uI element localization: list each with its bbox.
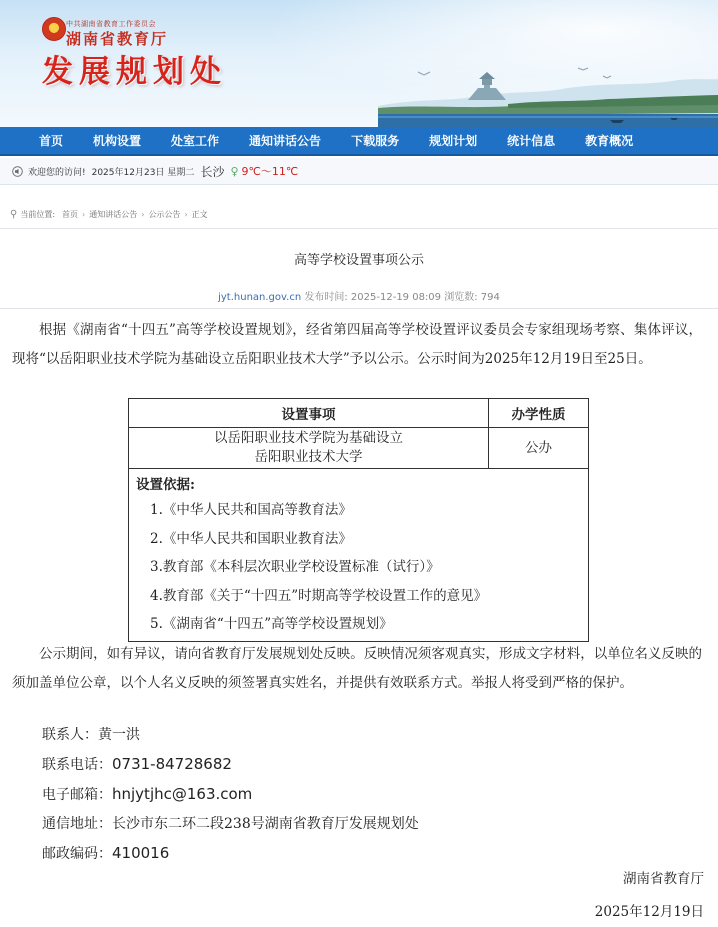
contact-postcode-label: 邮政编码：	[42, 846, 112, 862]
contact-phone	[42, 750, 419, 780]
basis-row	[129, 469, 589, 642]
contact-address-value: 长沙市东二环二段238号湖南省教育厅发展规划处	[112, 816, 419, 832]
contact-person-value: 黄一洪	[98, 727, 140, 743]
divider	[0, 308, 718, 309]
table-row	[129, 428, 589, 469]
breadcrumb-announcements[interactable]: 公示公告	[148, 209, 181, 219]
notice-table	[128, 398, 589, 642]
info-bar	[0, 158, 718, 185]
contact-email-value[interactable]: hnjytjhc@163.com	[112, 785, 253, 803]
basis-item: 3.教育部《本科层次职业学校设置标准（试行）》	[150, 559, 440, 575]
contact-person-label: 联系人：	[42, 727, 98, 743]
nav-plans[interactable]: 规划计划	[429, 134, 478, 148]
contact-address-label: 通信地址：	[42, 816, 112, 832]
site-title: 发展规划处	[42, 54, 227, 90]
contact-phone-label: 联系电话：	[42, 757, 112, 773]
welcome-text: 欢迎您的访问!	[28, 167, 86, 178]
views-label: 浏览数:	[444, 292, 478, 303]
org-subtitle: 中共湖南省教育工作委员会	[66, 20, 156, 28]
nav-statistics[interactable]: 统计信息	[507, 134, 556, 148]
weather-city: 长沙	[200, 164, 225, 179]
nav-downloads[interactable]: 下载服务	[351, 134, 400, 148]
speaker-icon	[12, 166, 23, 177]
party-emblem-icon	[42, 17, 66, 41]
breadcrumb-home[interactable]: 首页	[62, 209, 79, 219]
nav-office-work[interactable]: 处室工作	[171, 134, 220, 148]
nav-home[interactable]: 首页	[39, 134, 64, 148]
contact-person	[42, 721, 419, 750]
weather-temperature: 9℃～11℃	[241, 165, 299, 178]
contact-postcode	[42, 839, 419, 869]
table-header-row	[129, 399, 589, 428]
nav-notices[interactable]: 通知讲话公告	[249, 134, 322, 148]
article-body	[12, 316, 702, 373]
views-count: 794	[480, 292, 500, 303]
article-title: 高等学校设置事项公示	[293, 253, 424, 268]
setup-item-line1: 以岳阳职业技术学院为基础设立	[214, 430, 403, 446]
objection-paragraph: 公示期间，如有异议，请向省教育厅发展规划处反映。反映情况须客观真实，形成文字材料，以单位名义反映的须加盖单位公章，以个人名义反映的须签署真实姓名，并提供有效联系方式。举报人将受到严格的保护。	[12, 646, 702, 691]
breadcrumb: ⚲ 当前位置: 首页 › 通知讲话公告 › 公示公告 › 正文	[0, 200, 718, 229]
signature-block	[595, 863, 704, 927]
basis-cell	[129, 469, 589, 642]
basis-item: 4.教育部《关于“十四五”时期高等学校设置工作的意见》	[150, 587, 488, 604]
article-source: jyt.hunan.gov.cn	[218, 292, 302, 303]
intro-paragraph: 根据《湖南省“十四五”高等学校设置规划》，经省第四届高等学校设置评议委员会专家组现场考察、集体评议，现将“以岳阳职业技术学院为基础设立岳阳职业技术大学”予以公示。公示时间为2025年12月19日至25日。	[12, 322, 702, 367]
weather-icon: ♀	[230, 164, 239, 178]
publish-label: 发布时间:	[304, 292, 348, 303]
contact-phone-value: 0731-84728682	[112, 755, 232, 773]
header-nature: 办学性质	[489, 399, 589, 428]
breadcrumb-label: 当前位置:	[20, 209, 56, 219]
basis-item: 1.《中华人民共和国高等教育法》	[150, 502, 352, 518]
signature-org: 湖南省教育厅	[623, 871, 704, 887]
school-nature: 公办	[489, 428, 589, 469]
contact-email-label: 电子邮箱：	[42, 787, 112, 803]
article-meta	[0, 288, 718, 303]
basis-item: 5.《湖南省“十四五”高等学校设置规划》	[150, 616, 393, 632]
header-item: 设置事项	[129, 399, 489, 428]
basis-item: 2.《中华人民共和国职业教育法》	[150, 530, 352, 547]
main-nav	[0, 127, 718, 156]
org-name: 湖南省教育厅	[66, 30, 169, 48]
contact-postcode-value: 410016	[112, 844, 170, 862]
publish-time: 2025-12-19 08:09	[350, 292, 442, 303]
setup-item-line2: 岳阳职业技术大学	[254, 449, 363, 465]
location-pin-icon: ⚲	[10, 208, 18, 220]
nav-organization[interactable]: 机构设置	[93, 134, 142, 148]
setup-item-cell	[129, 428, 489, 469]
contact-email	[42, 780, 419, 810]
contact-address	[42, 810, 419, 839]
header-banner	[0, 0, 718, 127]
basis-title: 设置依据:	[136, 477, 195, 493]
landscape-illustration	[378, 58, 718, 127]
breadcrumb-notices[interactable]: 通知讲话公告	[89, 209, 138, 219]
current-date: 2025年12月23日	[91, 167, 165, 178]
basis-list	[136, 496, 588, 639]
signature-date: 2025年12月19日	[594, 904, 704, 920]
nav-overview[interactable]: 教育概况	[585, 134, 634, 148]
current-weekday: 星期二	[167, 167, 195, 178]
contact-block	[42, 721, 419, 869]
breadcrumb-current: 正文	[191, 209, 208, 219]
